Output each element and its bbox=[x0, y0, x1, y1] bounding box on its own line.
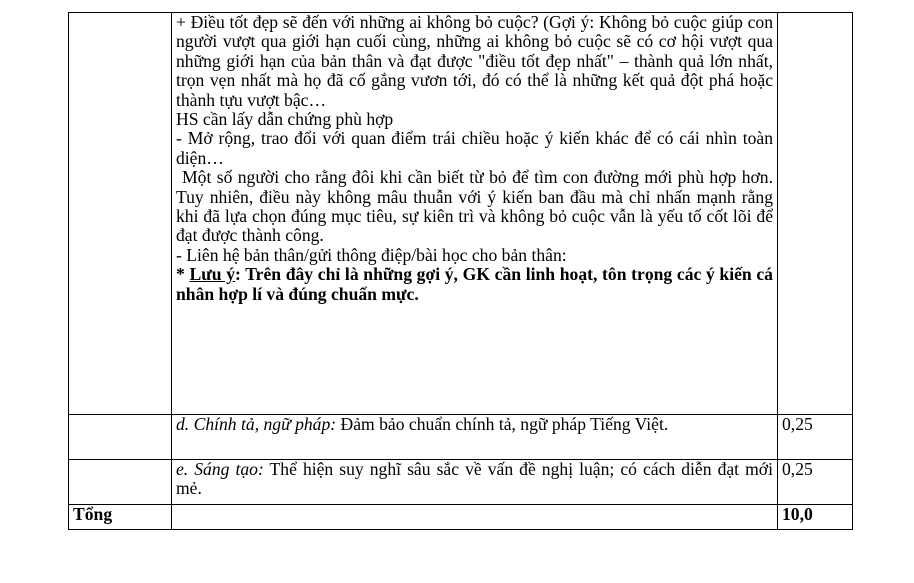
table-row-main bbox=[69, 13, 853, 415]
table-row-creativity bbox=[69, 460, 853, 505]
empty-cell bbox=[172, 505, 778, 530]
content-cell bbox=[172, 415, 778, 460]
content-cell bbox=[172, 460, 778, 505]
paragraph-counterview: Một số người cho rằng đôi khi cần biết từ bỏ để tìm con đường mới phù hợp hơn. Tuy nhiên, điều này không mâu thuẫn với ý kiến ban đầu mà chỉ nhấn mạnh rằng khi đã lựa chọn đúng mục tiêu, sự kiên trì và không bỏ cuộc vẫn là yếu tố cốt lõi để đạt được thành công. bbox=[176, 167, 773, 246]
spelling-label: d. Chính tả, ngữ pháp: bbox=[176, 414, 337, 434]
total-score: 10,0 bbox=[778, 505, 853, 530]
empty-cell bbox=[69, 415, 172, 460]
empty-score-cell bbox=[778, 13, 853, 415]
paragraph-limits: + Điều tốt đẹp sẽ đến với những ai không bỏ cuộc? (Gợi ý: Không bỏ cuộc giúp con người vượt qua giới hạn cuối cùng, những ai không bỏ cuộc sẽ có cơ hội vượt qua những giới hạn của bản thân và đạt được "điều tốt đẹp nhất" – thành quả lớn nhất, trọn vẹn nhất mà họ đã cố gắng vươn tới, đó có thể là những kết quả đột phá hoặc thành tựu vượt bậc… bbox=[176, 12, 773, 110]
paragraph-relate: - Liên hệ bản thân/gửi thông điệp/bài học cho bản thân: bbox=[176, 244, 567, 265]
note-label: Lưu ý bbox=[189, 264, 236, 285]
table-row-total bbox=[69, 505, 853, 530]
total-label: Tổng bbox=[69, 505, 172, 530]
creativity-label: e. Sáng tạo: bbox=[176, 459, 264, 479]
empty-cell bbox=[69, 460, 172, 505]
spelling-score: 0,25 bbox=[778, 415, 853, 460]
creativity-paragraph bbox=[176, 460, 773, 499]
paragraph-evidence: HS cần lấy dẫn chứng phù hợp bbox=[176, 109, 394, 130]
note-text: : Trên đây chỉ là những gợi ý, GK cần linh hoạt, tôn trọng các ý kiến cá nhân hợp lí và đúng chuẩn mực. bbox=[176, 264, 773, 304]
spelling-paragraph bbox=[176, 415, 773, 434]
paragraph-expand: - Mở rộng, trao đổi với quan điểm trái chiều hoặc ý kiến khác để có cái nhìn toàn diện… bbox=[176, 128, 773, 168]
empty-cell bbox=[69, 13, 172, 415]
creativity-score: 0,25 bbox=[778, 460, 853, 505]
note-paragraph bbox=[176, 265, 773, 304]
table-row-spelling bbox=[69, 415, 853, 460]
creativity-text: Thể hiện suy nghĩ sâu sắc về vấn đề nghị luận; có cách diễn đạt mới mẻ. bbox=[176, 459, 773, 499]
spelling-text: Đảm bảo chuẩn chính tả, ngữ pháp Tiếng Việt. bbox=[336, 414, 669, 434]
note-prefix: * bbox=[176, 264, 190, 285]
scoring-rubric-table bbox=[68, 12, 853, 530]
content-cell bbox=[172, 13, 778, 415]
